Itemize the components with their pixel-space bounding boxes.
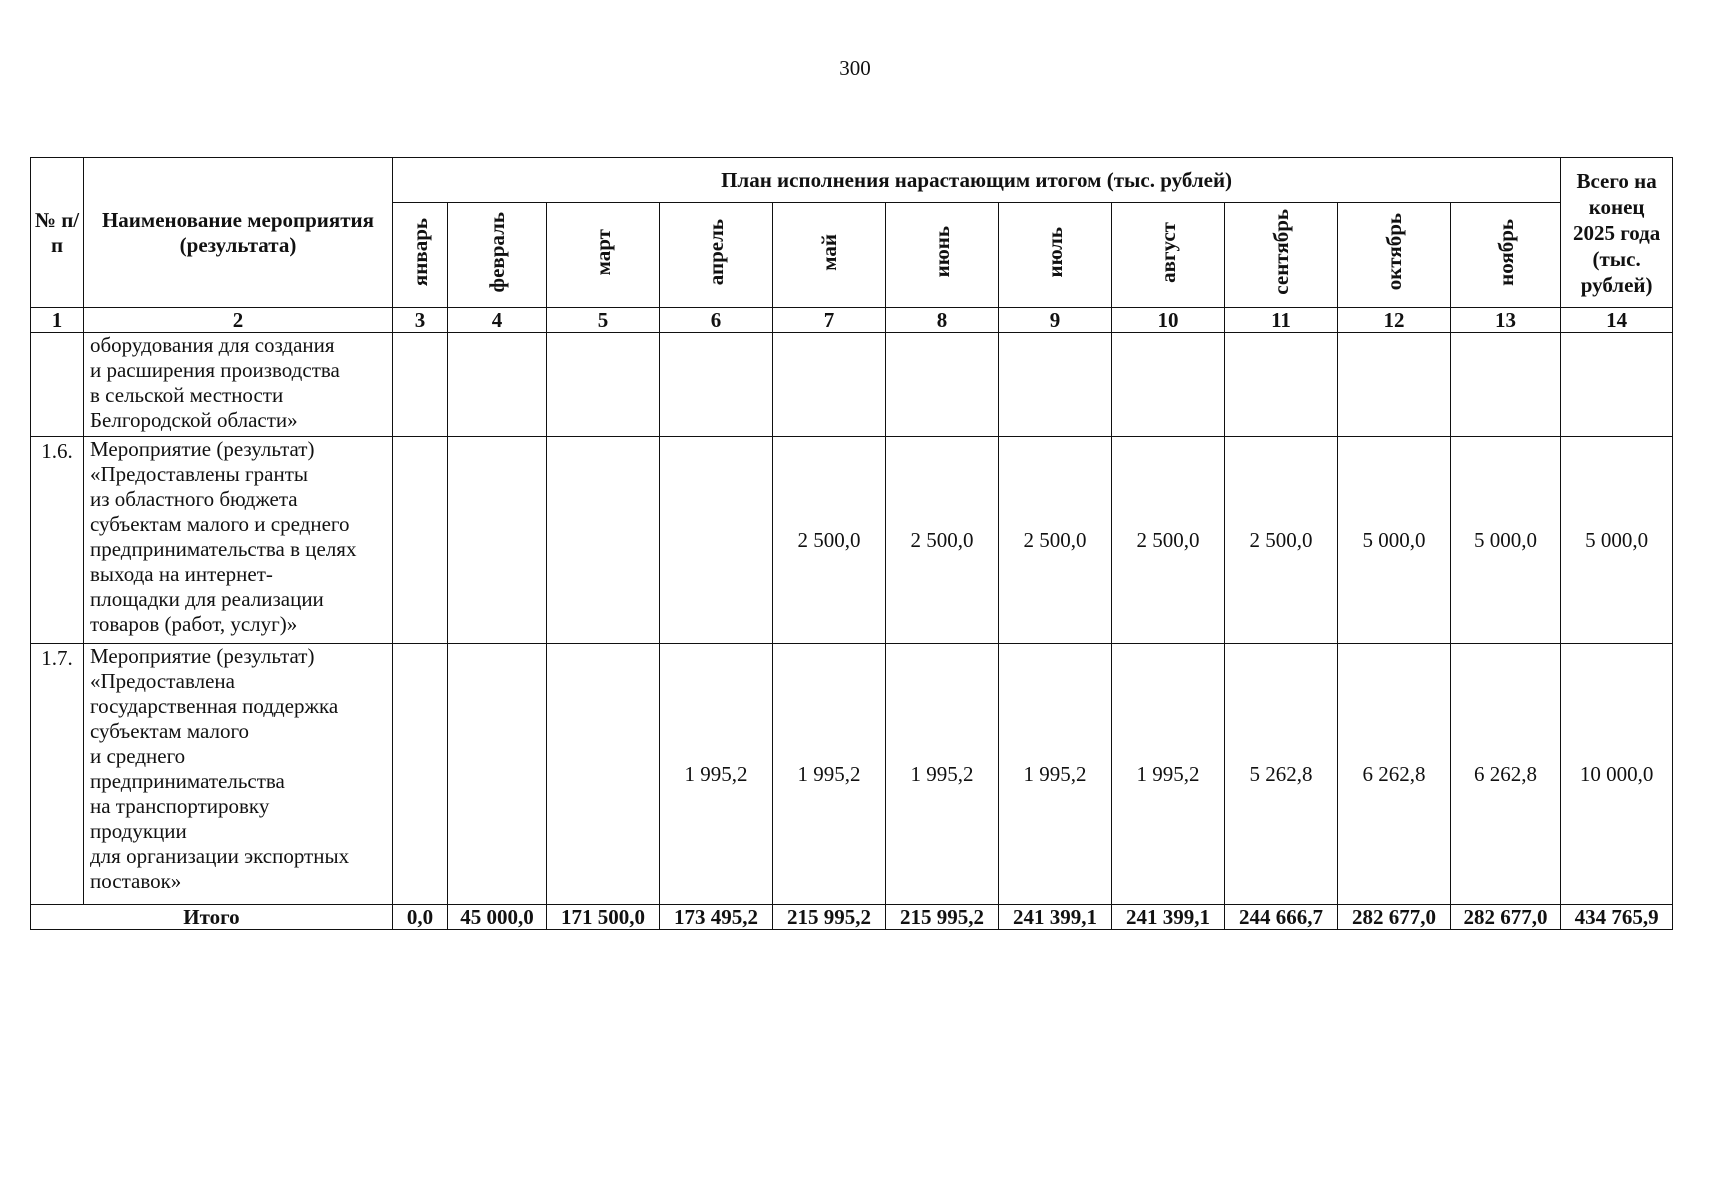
value-cell (448, 644, 547, 905)
value-cell (393, 333, 448, 437)
column-number: 4 (448, 308, 547, 333)
month-label: февраль (485, 211, 509, 293)
total-value-cell: 215 995,2 (886, 905, 999, 930)
event-name: Мероприятие (результат) «Предоставлены гранты из областного бюджета субъектам малого и среднего предпринимательства в целях выхода на интернет- площадки для реализации товаров (работ, услуг)» (84, 437, 393, 644)
row-number: 1.7. (31, 644, 84, 905)
header-month (393, 203, 448, 308)
value-cell: 2 500,0 (1112, 437, 1225, 644)
header-month (773, 203, 886, 308)
value-cell (448, 437, 547, 644)
value-cell: 5 000,0 (1451, 437, 1561, 644)
value-cell (1451, 333, 1561, 437)
total-row (31, 905, 1673, 930)
header-month (660, 203, 773, 308)
value-cell (393, 644, 448, 905)
column-number: 8 (886, 308, 999, 333)
header-month (1338, 203, 1451, 308)
total-label: Итого (31, 905, 393, 930)
month-label: ноябрь (1493, 218, 1518, 286)
total-value-cell: 244 666,7 (1225, 905, 1338, 930)
value-cell (393, 437, 448, 644)
value-cell: 6 262,8 (1338, 644, 1451, 905)
column-number: 10 (1112, 308, 1225, 333)
value-cell: 1 995,2 (1112, 644, 1225, 905)
header-month (999, 203, 1112, 308)
value-cell (448, 333, 547, 437)
month-label: май (817, 233, 841, 271)
month-label: апрель (704, 218, 728, 286)
value-cell: 2 500,0 (999, 437, 1112, 644)
value-cell: 1 995,2 (660, 644, 773, 905)
value-cell (547, 644, 660, 905)
total-value-cell: 282 677,0 (1338, 905, 1451, 930)
month-label: март (591, 228, 615, 276)
event-name: оборудования для создания и расширения производства в сельской местности Белгородской области» (84, 333, 393, 437)
column-number: 12 (1338, 308, 1451, 333)
month-label: июнь (930, 226, 954, 278)
value-cell (1225, 333, 1338, 437)
header-row-number (31, 158, 84, 308)
month-label: август (1156, 221, 1180, 283)
column-number-row (31, 308, 1673, 333)
grand-total-cell: 434 765,9 (1561, 905, 1673, 930)
total-value-cell: 241 399,1 (1112, 905, 1225, 930)
page-number: 300 (839, 56, 871, 80)
total-value-cell: 45 000,0 (448, 905, 547, 930)
value-cell: 2 500,0 (1225, 437, 1338, 644)
column-number: 14 (1561, 308, 1673, 333)
event-name: Мероприятие (результат) «Предоставлена государственная поддержка субъектам малого и среднего предпринимательства на транспортировку продукции для организации экспортных поставок» (84, 644, 393, 905)
annual-total-cell (1561, 333, 1673, 437)
total-value-cell: 215 995,2 (773, 905, 886, 930)
value-cell: 2 500,0 (773, 437, 886, 644)
header-month (1451, 203, 1561, 308)
column-number: 7 (773, 308, 886, 333)
column-number: 3 (393, 308, 448, 333)
month-label: сентябрь (1269, 209, 1293, 295)
total-value-cell: 173 495,2 (660, 905, 773, 930)
value-cell: 1 995,2 (999, 644, 1112, 905)
table-row (31, 644, 1673, 905)
table-row (31, 437, 1673, 644)
value-cell (886, 333, 999, 437)
column-number: 6 (660, 308, 773, 333)
total-value-cell: 241 399,1 (999, 905, 1112, 930)
total-value-cell: 0,0 (393, 905, 448, 930)
value-cell (1112, 333, 1225, 437)
month-label: июль (1043, 226, 1067, 278)
column-number: 5 (547, 308, 660, 333)
value-cell: 5 262,8 (1225, 644, 1338, 905)
total-value-cell: 171 500,0 (547, 905, 660, 930)
value-cell: 5 000,0 (1338, 437, 1451, 644)
header-plan: План исполнения нарастающим итогом (тыс. рублей) (393, 158, 1561, 203)
column-number: 13 (1451, 308, 1561, 333)
value-cell: 6 262,8 (1451, 644, 1561, 905)
row-number (31, 333, 84, 437)
header-month (1225, 203, 1338, 308)
value-cell (999, 333, 1112, 437)
value-cell (547, 333, 660, 437)
month-label: октябрь (1382, 213, 1406, 291)
header-event-name (84, 158, 393, 308)
plan-table (30, 157, 1673, 930)
header-annual-total-text: Всего на конец 2025 года (тыс. рублей) (1572, 168, 1661, 297)
row-number: 1.6. (31, 437, 84, 644)
value-cell (547, 437, 660, 644)
value-cell (660, 333, 773, 437)
value-cell (773, 333, 886, 437)
header-event-name-text: Наименование мероприятия (результата) (101, 207, 375, 257)
month-label: январь (408, 217, 432, 287)
value-cell (660, 437, 773, 644)
header-month (1112, 203, 1225, 308)
value-cell: 1 995,2 (773, 644, 886, 905)
header-month (547, 203, 660, 308)
header-month (886, 203, 999, 308)
header-month (448, 203, 547, 308)
value-cell (1338, 333, 1451, 437)
value-cell: 1 995,2 (886, 644, 999, 905)
column-number: 1 (31, 308, 84, 333)
annual-total-cell: 5 000,0 (1561, 437, 1673, 644)
header-annual-total (1561, 158, 1673, 308)
total-value-cell: 282 677,0 (1451, 905, 1561, 930)
column-number: 9 (999, 308, 1112, 333)
column-number: 11 (1225, 308, 1338, 333)
value-cell: 2 500,0 (886, 437, 999, 644)
header-row-number-text: № п/п (34, 207, 80, 257)
table-row (31, 333, 1673, 437)
column-number: 2 (84, 308, 393, 333)
annual-total-cell: 10 000,0 (1561, 644, 1673, 905)
